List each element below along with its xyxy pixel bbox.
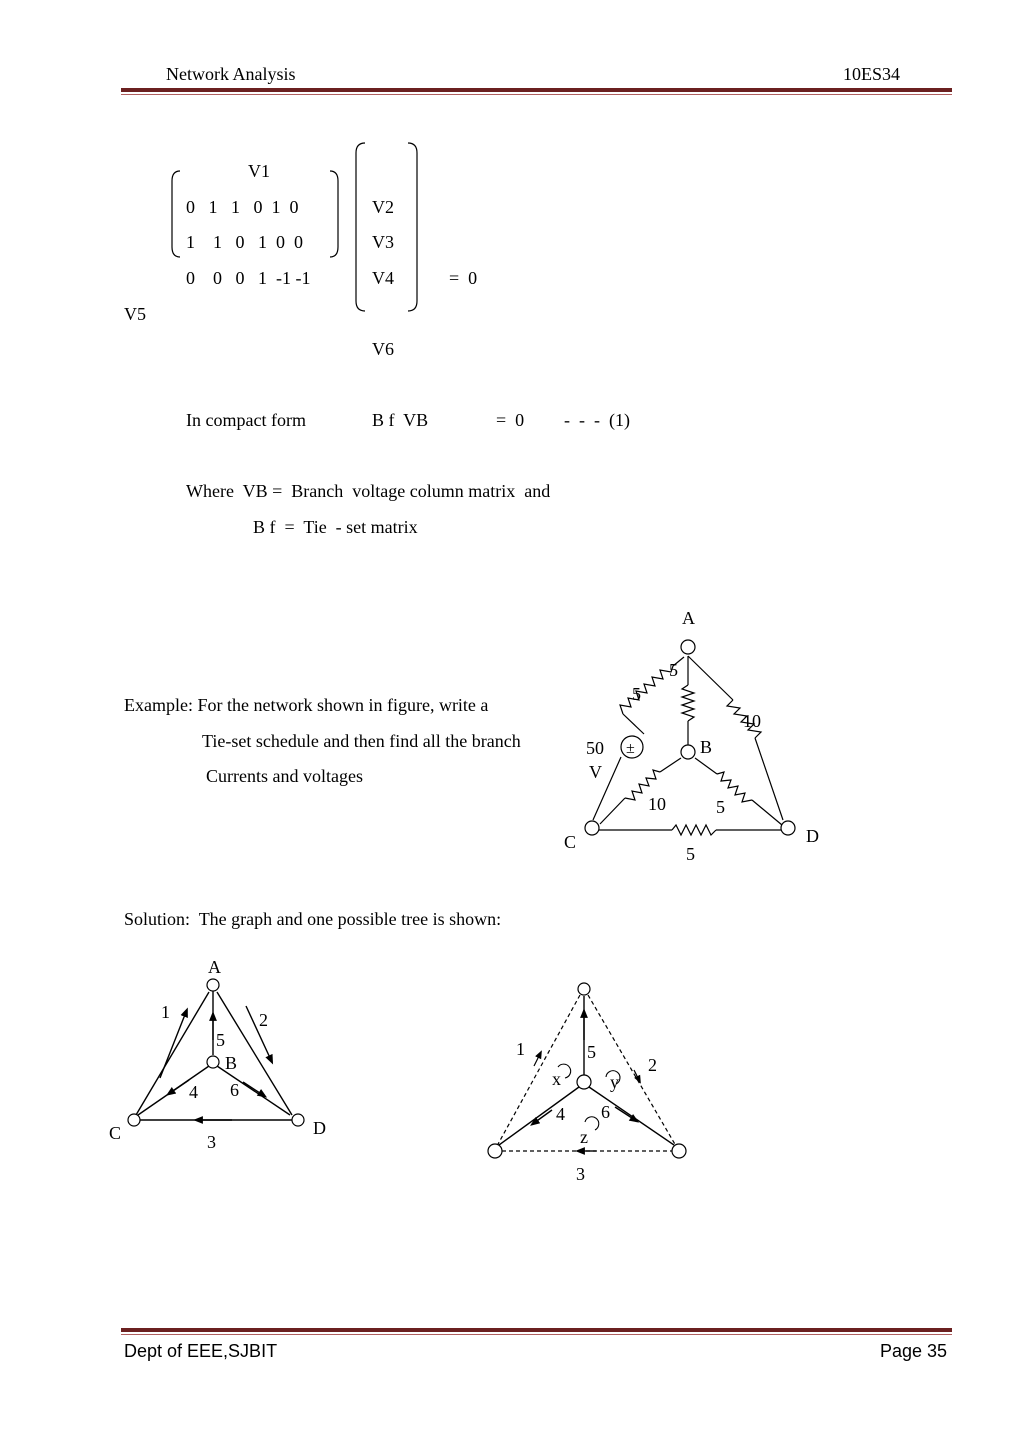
compact-form-expression: B f VB xyxy=(372,410,429,430)
where-line-2: B f = Tie - set matrix xyxy=(253,517,418,537)
header-title: Network Analysis xyxy=(166,64,296,84)
example-line-1: Example: For the network shown in figure, write a xyxy=(124,695,489,715)
vector-label-v1: V1 xyxy=(248,161,270,181)
graph-node-c: C xyxy=(109,1123,122,1143)
page-number: Page 35 xyxy=(880,1341,948,1361)
vector-label-v5: V5 xyxy=(124,304,146,324)
footer-rule xyxy=(121,1328,952,1332)
solution-text: Solution: The graph and one possible tree is shown: xyxy=(124,909,502,929)
footer-rule-thin xyxy=(121,1334,952,1335)
graph-branch-5: 5 xyxy=(216,1030,225,1050)
matrix-brackets xyxy=(160,135,440,320)
header-code: 10ES34 xyxy=(843,64,901,84)
header-rule-thin xyxy=(121,94,952,95)
resistor-label-ab-center: 5 xyxy=(669,660,678,680)
graph-node-d: D xyxy=(313,1118,326,1138)
footer-department: Dept of EEE,SJBIT xyxy=(124,1341,278,1361)
source-unit: V xyxy=(589,762,602,782)
resistor-label-bd: 5 xyxy=(716,797,725,817)
graph-branch-2: 2 xyxy=(259,1010,268,1030)
resistor-label-ad: 10 xyxy=(743,711,761,731)
equation-reference: - - - (1) xyxy=(564,410,630,430)
compact-form-label: In compact form xyxy=(186,410,306,430)
circuit-diagram xyxy=(550,600,840,870)
resistor-label-cd: 5 xyxy=(686,844,695,864)
source-value: 50 xyxy=(586,738,604,758)
example-line-3: Currents and voltages xyxy=(206,766,363,786)
graph-branch-1: 1 xyxy=(161,1002,170,1022)
tree-branch-1: 1 xyxy=(516,1039,525,1059)
graph-node-b: B xyxy=(225,1053,238,1073)
matrix-row-1: 0 1 1 0 1 0 xyxy=(186,197,299,217)
matrix-row-3: 0 0 0 1 -1 -1 xyxy=(186,268,311,288)
graph-node-a: A xyxy=(208,957,221,977)
network-graph xyxy=(100,950,350,1160)
voltage-source-icon: ± xyxy=(626,740,635,757)
tree-branch-2: 2 xyxy=(648,1055,657,1075)
tree-diagram xyxy=(470,970,710,1190)
circuit-node-c: C xyxy=(564,832,577,852)
matrix-row-2: 1 1 0 1 0 0 xyxy=(186,232,303,252)
matrix-equals-zero: = 0 xyxy=(449,268,478,288)
header-rule xyxy=(121,88,952,92)
tree-branch-3: 3 xyxy=(576,1164,585,1184)
example-line-2: Tie-set schedule and then find all the branch xyxy=(202,731,521,751)
compact-form-equals: = 0 xyxy=(496,410,525,430)
tree-branch-6: 6 xyxy=(601,1102,610,1122)
tree-branch-4: 4 xyxy=(556,1104,565,1124)
vector-label-v2: V2 xyxy=(372,197,394,217)
graph-branch-4: 4 xyxy=(189,1082,198,1102)
circuit-node-a: A xyxy=(682,608,695,628)
loop-label-x: x xyxy=(552,1069,561,1089)
resistor-label-bc: 10 xyxy=(648,794,666,814)
circuit-node-b: B xyxy=(700,737,713,757)
vector-label-v3: V3 xyxy=(372,232,394,252)
where-line-1: Where VB = Branch voltage column matrix and xyxy=(186,481,551,501)
loop-label-z: z xyxy=(580,1127,588,1147)
graph-branch-3: 3 xyxy=(207,1132,216,1152)
tree-branch-5: 5 xyxy=(587,1042,596,1062)
loop-label-y: y xyxy=(610,1072,619,1092)
graph-branch-6: 6 xyxy=(230,1080,239,1100)
circuit-node-d: D xyxy=(806,826,819,846)
vector-label-v6: V6 xyxy=(372,339,394,359)
resistor-label-ab-left: 5 xyxy=(632,684,641,704)
vector-label-v4: V4 xyxy=(372,268,394,288)
